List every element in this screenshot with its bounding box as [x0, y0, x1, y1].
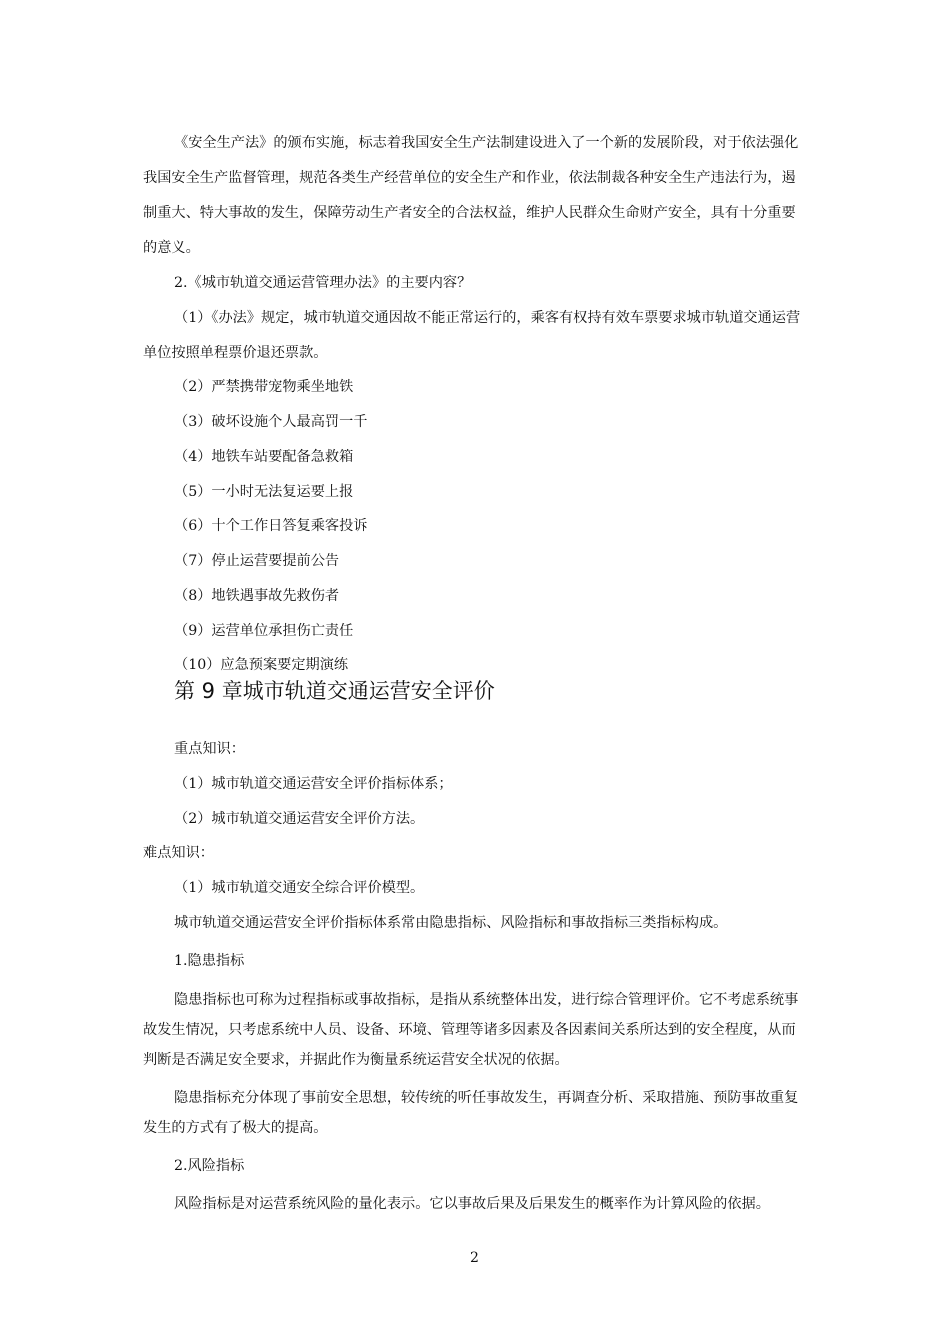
key-knowledge-label: 重点知识：	[174, 741, 245, 757]
key-knowledge-item: （2）城市轨道交通运营安全评价方法。	[174, 811, 425, 827]
list-item: （5）一小时无法复运要上报	[174, 484, 354, 500]
page-number: 2	[470, 1250, 479, 1266]
paragraph-line: 发生的方式有了极大的提高。	[143, 1120, 328, 1136]
index-system-sentence: 城市轨道交通运营安全评价指标体系常由隐患指标、风险指标和事故指标三类指标构成。	[174, 915, 728, 931]
paragraph-line: 《安全生产法》的颁布实施，标志着我国安全生产法制建设进入了一个新的发展阶段，对于依法强化	[174, 135, 799, 151]
list-item: （4）地铁车站要配备急救箱	[174, 449, 354, 465]
paragraph-line: 我国安全生产监督管理，规范各类生产经营单位的安全生产和作业，依法制裁各种安全生产违法行为，遏	[143, 170, 796, 186]
difficult-knowledge-item: （1）城市轨道交通安全综合评价模型。	[174, 880, 425, 896]
section-title: 2.风险指标	[174, 1158, 245, 1174]
paragraph-line: 的意义。	[143, 240, 200, 256]
list-item: （7）停止运营要提前公告	[174, 553, 340, 569]
chapter-heading: 第 9 章城市轨道交通运营安全评价	[174, 679, 495, 703]
list-item: （8）地铁遇事故先救伤者	[174, 588, 340, 604]
list-item: （10）应急预案要定期演练	[174, 657, 349, 673]
question-heading: 2.《城市轨道交通运营管理办法》的主要内容？	[174, 275, 472, 291]
paragraph-line: 故发生情况，只考虑系统中人员、设备、环境、管理等诸多因素及各因素间关系所达到的安全程度，从而	[143, 1022, 796, 1038]
list-item: （3）破坏设施个人最高罚一千	[174, 414, 368, 430]
list-item-line: 单位按照单程票价退还票款。	[143, 345, 328, 361]
paragraph-line: 隐患指标也可称为过程指标或事故指标，是指从系统整体出发，进行综合管理评价。它不考虑系统事	[174, 992, 799, 1008]
paragraph-line: 判断是否满足安全要求，并据此作为衡量系统运营安全状况的依据。	[143, 1052, 569, 1068]
paragraph-line: 制重大、特大事故的发生，保障劳动生产者安全的合法权益，维护人民群众生命财产安全，具有十分重要	[143, 205, 796, 221]
difficult-knowledge-label: 难点知识：	[143, 845, 214, 861]
list-item: （9）运营单位承担伤亡责任	[174, 623, 354, 639]
list-item: （2）严禁携带宠物乘坐地铁	[174, 379, 354, 395]
paragraph-line: 隐患指标充分体现了事前安全思想，较传统的听任事故发生，再调查分析、采取措施、预防事故重复	[174, 1090, 799, 1106]
list-item-line: （1）《办法》规定，城市轨道交通因故不能正常运行的，乘客有权持有效车票要求城市轨道交通运营	[174, 310, 801, 326]
section-title: 1.隐患指标	[174, 953, 245, 969]
list-item: （6）十个工作日答复乘客投诉	[174, 518, 368, 534]
key-knowledge-item: （1）城市轨道交通运营安全评价指标体系；	[174, 776, 453, 792]
section-paragraph: 风险指标是对运营系统风险的量化表示。它以事故后果及后果发生的概率作为计算风险的依据。	[174, 1196, 770, 1212]
